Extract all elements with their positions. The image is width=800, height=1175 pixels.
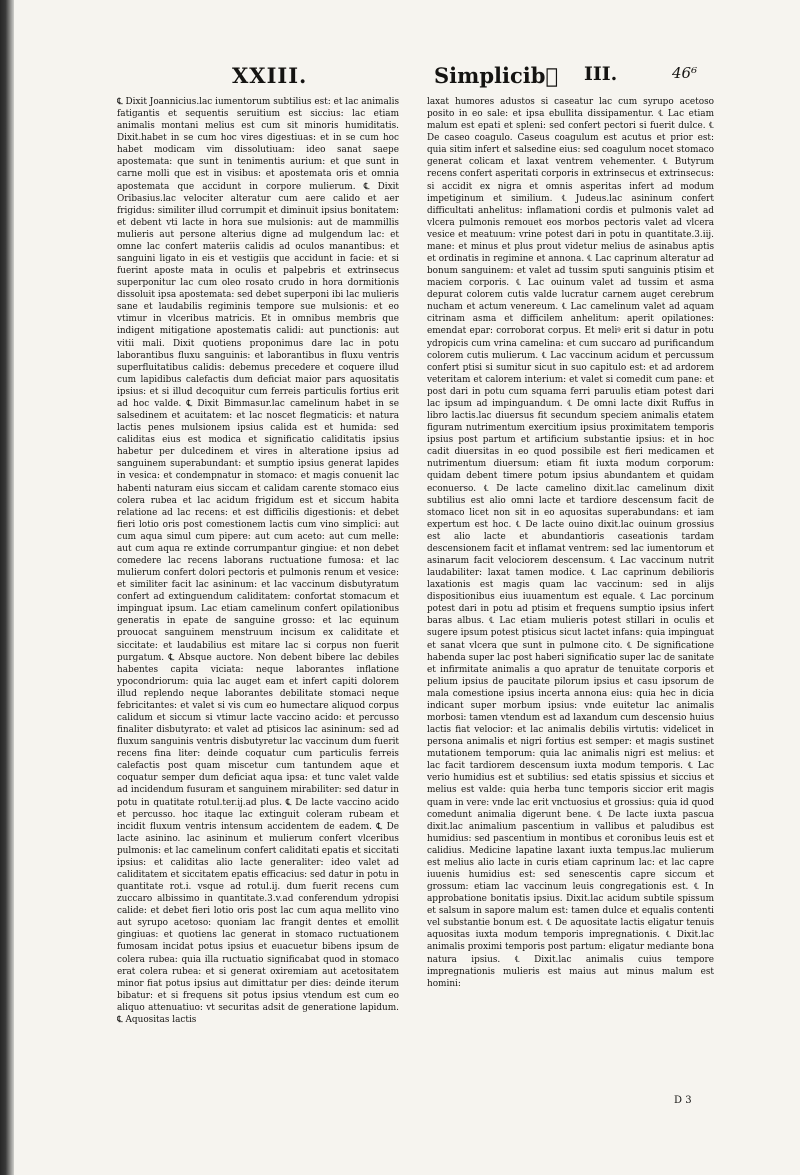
left-column-text: ℄ Dixit Joannicius.lac iumentorum subtilius est: et lac animalis fatigantis et sequentis seruitium est siccius: lac etiam animalis montani melius est cum sit minoris humiditatis. Dixit.habet in se cum hoc vires digestiuas: et in se cum hoc habet modicam vim dissolutiuam: ideo sanat saepe apostemata: que sunt in tenimentis aurium: et que sunt in carne molli que est in visibus: et apostemata oris et omnia apostemata que accidunt in corpore mulierum. ℄ Dixit Oribasius.lac velociter alteratur cum aere calido et aer frigidus: similiter illud corrumpit et diminuit ipsius bonitatem: et debent vti lacte in hora sue mulsionis: aut de mammillis mulieris aut persone alterius digne ad mulgendum lac: et omne lac confert materiis calidis ad oculos manantibus: et sanguini ligato in eis et vestigiis que accidunt in facie: et si fuerint aposte mata in oculis et palpebris et extrinsecus superponitur lac cum oleo rosato crudo in hora dormitionis dissoluit ipsa apostemata: sed debet superponi ibi lac mulieris sane et laudabilis regiminis tempore sue mulsionis: et eo vtimur in vlceribus matricis. Et in omnibus membris que indigent mitigatione apostematis calidi: aut punctionis: aut vitii mali. Dixit quotiens proponimus dare lac in potu laborantibus fluxu sanguinis: et laborantibus in fluxu ventris superfluitatibus calidis: debemus precedere et coquere illud cum lapidibus calefactis dum deficiat maior pars aquositatis ipsius: et si illud decoquitur cum ferreis particulis fortius erit ad hoc valde. ℄ Dixit Bimmasur.lac camelinum habet in se salsedinem et acuitatem: et lac noscet flegmaticis: et natura lactis penes mulsionem ipsius calida est et humida: sed caliditas eius est modica et significatio caliditatis ipsius habetur per dulcedinem et vires in alteratione ipsius ad sanguinem superabundant: et sumptio ipsius generat lapides in vesica: et condempnatur in stomaco: et magis conuenit lac habenti naturam eius siccam et calidam carente stomaco eius colera rubea et lac acidum frigidum est et siccum habita relatione ad lac recens: et est difficilis digestionis: et debet fieri lotio oris post comestionem lactis cum vino simplici: aut cum aqua simul cum pipere: aut cum aceto: aut cum melle: aut cum aqua re extinde corrumpantur gingiue: et non debet comedere lac recens laborans ructuatione fumosa: et lac mulierum confert dolori pectoris et pulmonis renum et vesice: et similiter facit lac asininum: et lac vaccinum disbutyratum confert ad extinguendum caliditatem: confortat stomacum et impinguat ipsum. Lac etiam camelinum confert opilationibus generatis in epate de sanguine grosso: et lac equinum prouocat sanguinem menstruum incisum ex caliditate et siccitate: et laudabilius est mitare lac si corpus non fuerit purgatum. ℄ Absque auctore. Non debent bibere lac debiles habentes capita viciata: neque laborantes inflatione ypocondriorum: quia lac auget eam et infert capiti dolorem illud replendo neque laborantes debilitate stomaci neque febricitantes: et valet si vis cum eo humectare aliquod corpus calidum et siccum si vtimur lacte vaccino acido: et percusso finaliter disbutyrato: et valet ad ptisicos lac asininum: sed ad fluxum sanguinis ventris disbutyretur lac vaccinum dum fuerit recens fina liter: deinde coquatur cum particulis ferreis calefactis post quam miscetur cum tantundem aque et coquatur semper dum deficiat aqua ipsa: et tunc valet valde ad incidendum fusuram et sanguinem mirabiliter: sed datur in potu in quatitate rotul.ter.ij.ad plus. ℄ De lacte vaccino acido et percusso. hoc itaque lac extinguit coleram rubeam et incidit fluxum ventris intensum accidentem de eadem. ℄ De lacte asinino. lac asininum et mulierum confert vlceribus pulmonis: et lac camelinum confert caliditati epatis et siccitati ipsius: et caliditas alio lacte generaliter: ideo valet ad caliditatem et siccitatem epatis efficacius: sed datur in potu in quantitate rot.i. vsque ad rotul.ij. dum fuerit recens cum zuccaro albissimo in quantitate.3.v.ad conferendum ydropisi calide: et debet fieri lotio oris post lac cum aqua mellito vino aut syrupo acetoso: quoniam lac frangit dentes et emollit gingiuas: et quotiens lac generat in stomaco ructuationem fumosam incidat potus ipsius et euacuetur bibens ipsum de colera rubea: quia illa ructuatio significabat quod in stomaco erat colera rubea: et si generat oxiremiam aut acetositatem minor fiat potus ipsius aut dimittatur per dies: deinde iterum bibatur: et si frequens sit potus ipsius vtendum est cum eo aliquo attenuatiuo: vt securitas adsit de generatione lapidum. ℄ Aquositas lactis (117, 97, 399, 1025)
binding-gutter (0, 0, 14, 1175)
right-column-text: laxat humores adustos si caseatur lac cum syrupo acetoso posito in eo sale: et ipsa ebullita dissipamentur. ℄ Lac etiam malum est epati et spleni: sed confert pectori si fuerit dulce. ℄ De caseo coagulo. Caseus coagulum est acutus et prior est: quia sitim infert et salsedine eius: sed coagulum nocet stomaco generat colicam et laxat ventrem vehementer. ℄ Butyrum recens confert asperitati corporis in extrinsecus et extrinsecus: si accidit ex nigra et omnis asperitas infert ad modum impetiginum et similium. ℄ Judeus.lac asininum confert difficultati anhelitus: inflamationi cordis et pulmonis valet ad vlcera pulmonis remouet eos morbos pectoris valet ad vlcera vesice et meatuum: vrine potest dari in potu in quantitate.3.iij. mane: et minus et plus prout videtur melius de asinabus aptis et ordinatis in regimine et annona. ℄ Lac caprinum alteratur ad bonum sanguinem: et valet ad tussim sputi sanguinis ptisim et maciem corporis. ℄ Lac ouinum valet ad tussim et asma depurat colorem cutis valde lucratur carnem auget cerebrum nucham et actum venereum. ℄ Lac camelinum valet ad aquam citrinam asma et difficilem anhelitum: aperit opilationes: emendat epar: corroborat corpus. Et meliꝰ erit si datur in potu ydropicis cum vrina camelina: et cum succaro ad purificandum colorem cutis mulierum. ℄ Lac vaccinum acidum et percussum confert ptisi si sumitur sicut in suo capitulo est: et ad ardorem veteritam et calorem interium: et valet si comedit cum pane: et post dari in potu cum squama ferri paruulis etiam potest dari lac ipsum ad impinguandum. ℄ De omni lacte dixit Ruffus in libro lactis.lac diuersus fit secundum speciem animalis etatem figuram nutrimentum exercitium ipsius proximitatem temporis ipsius post partum et artificium substantie ipsius: et in hoc cadit diuersitas in eo quod possibile est fieri medicamen et nutrimentum diuersum: etiam fit iuxta modum corporum: quidam debent timere potum ipsius abundantem et quidam econuerso. ℄ De lacte camelino dixit.lac camelinum dixit subtilius est alio omni lacte et tardiore descensum facit de stomaco licet non sit in eo aquositas superabundans: et iam expertum est hoc. ℄ De lacte ouino dixit.lac ouinum grossius est alio lacte et abundantioris caseationis tardam descensionem facit et inflamat ventrem: sed lac iumentorum et asinarum facit velociorem descensum. ℄ Lac vaccinum nutrit laudabiliter: laxat tamen modice. ℄ Lac caprinum debilioris laxationis est magis quam lac vaccinum: sed in alijs dispositionibus eius iuuamentum est equale. ℄ Lac porcinum potest dari in potu ad ptisim et frequens sumptio ipsius infert baras albus. ℄ Lac etiam mulieris potest stillari in oculis et sugere ipsum potest ptisicus sicut lactet infans: quia impinguat et sanat vlcera que sunt in pulmone cito. ℄ De significatione habenda super lac post haberi significatio super lac de sanitate et infirmitate animalis a quo apratur de tenuitate corporis et pelium ipsius de paucitate pilorum ipsius et casu ipsorum de mala comestione ipsius incerta annona eius: quia hec in dicia indicant super morbum ipsius: vnde euitetur lac animalis morbosi: tamen vtendum est ad laxandum cum descensio huius lactis fiat velocior: et lac animalis debilis virtutis: videlicet in persona animalis et nigri fortius est semper: et magis sustinet mutationem temporum: quia lac animalis nigri est melius: et lac facit tardiorem descensum iuxta modum temporis. ℄ Lac verio humidius est et subtilius: sed etatis spissius et siccius et melius est valde: quia herba tunc temporis siccior erit magis quam in vere: vnde lac erit vnctuosius et grossius: quia id quod comedunt animalia digerunt bene. ℄ De lacte iuxta pascua dixit.lac animalium pascentium in vallibus et paludibus est humidius: sed pascentium in montibus et coronibus leuis est et calidius. Medicine lapatine laxant iuxta tempus.lac mulierum est melius alio lacte in curis etiam caprinum lac: et lac capre iuuenis humidius est: sed senescentis capre siccum et grossum: etiam lac vaccinum leuis congregationis est. ℄ In approbatione bonitatis ipsius. Dixit.lac acidum subtile spissum et salsum in sapore malum est: tamen dulce et equalis contenti vel substantie bonum est. ℄ De aquositate lactis eligatur tenuis aquositas iuxta modum temporis impregnationis. ℄ Dixit.lac animalis proximi temporis post partum: eligatur mediante bona natura ipsius. ℄ Dixit.lac animalis cuius tempore impregnationis mulieris est maius aut minus malum est homini: (427, 97, 714, 989)
page (14, 0, 800, 1175)
text-column-left (117, 96, 399, 1141)
running-head-left: XXIII. (232, 63, 308, 88)
folio-number: 46⁶ (672, 64, 698, 82)
running-head-title: Simplicib᷒ (434, 63, 559, 88)
text-column-right (427, 96, 714, 1096)
signature-mark: D 3 (674, 1095, 692, 1106)
running-head-book: III. (584, 63, 618, 85)
